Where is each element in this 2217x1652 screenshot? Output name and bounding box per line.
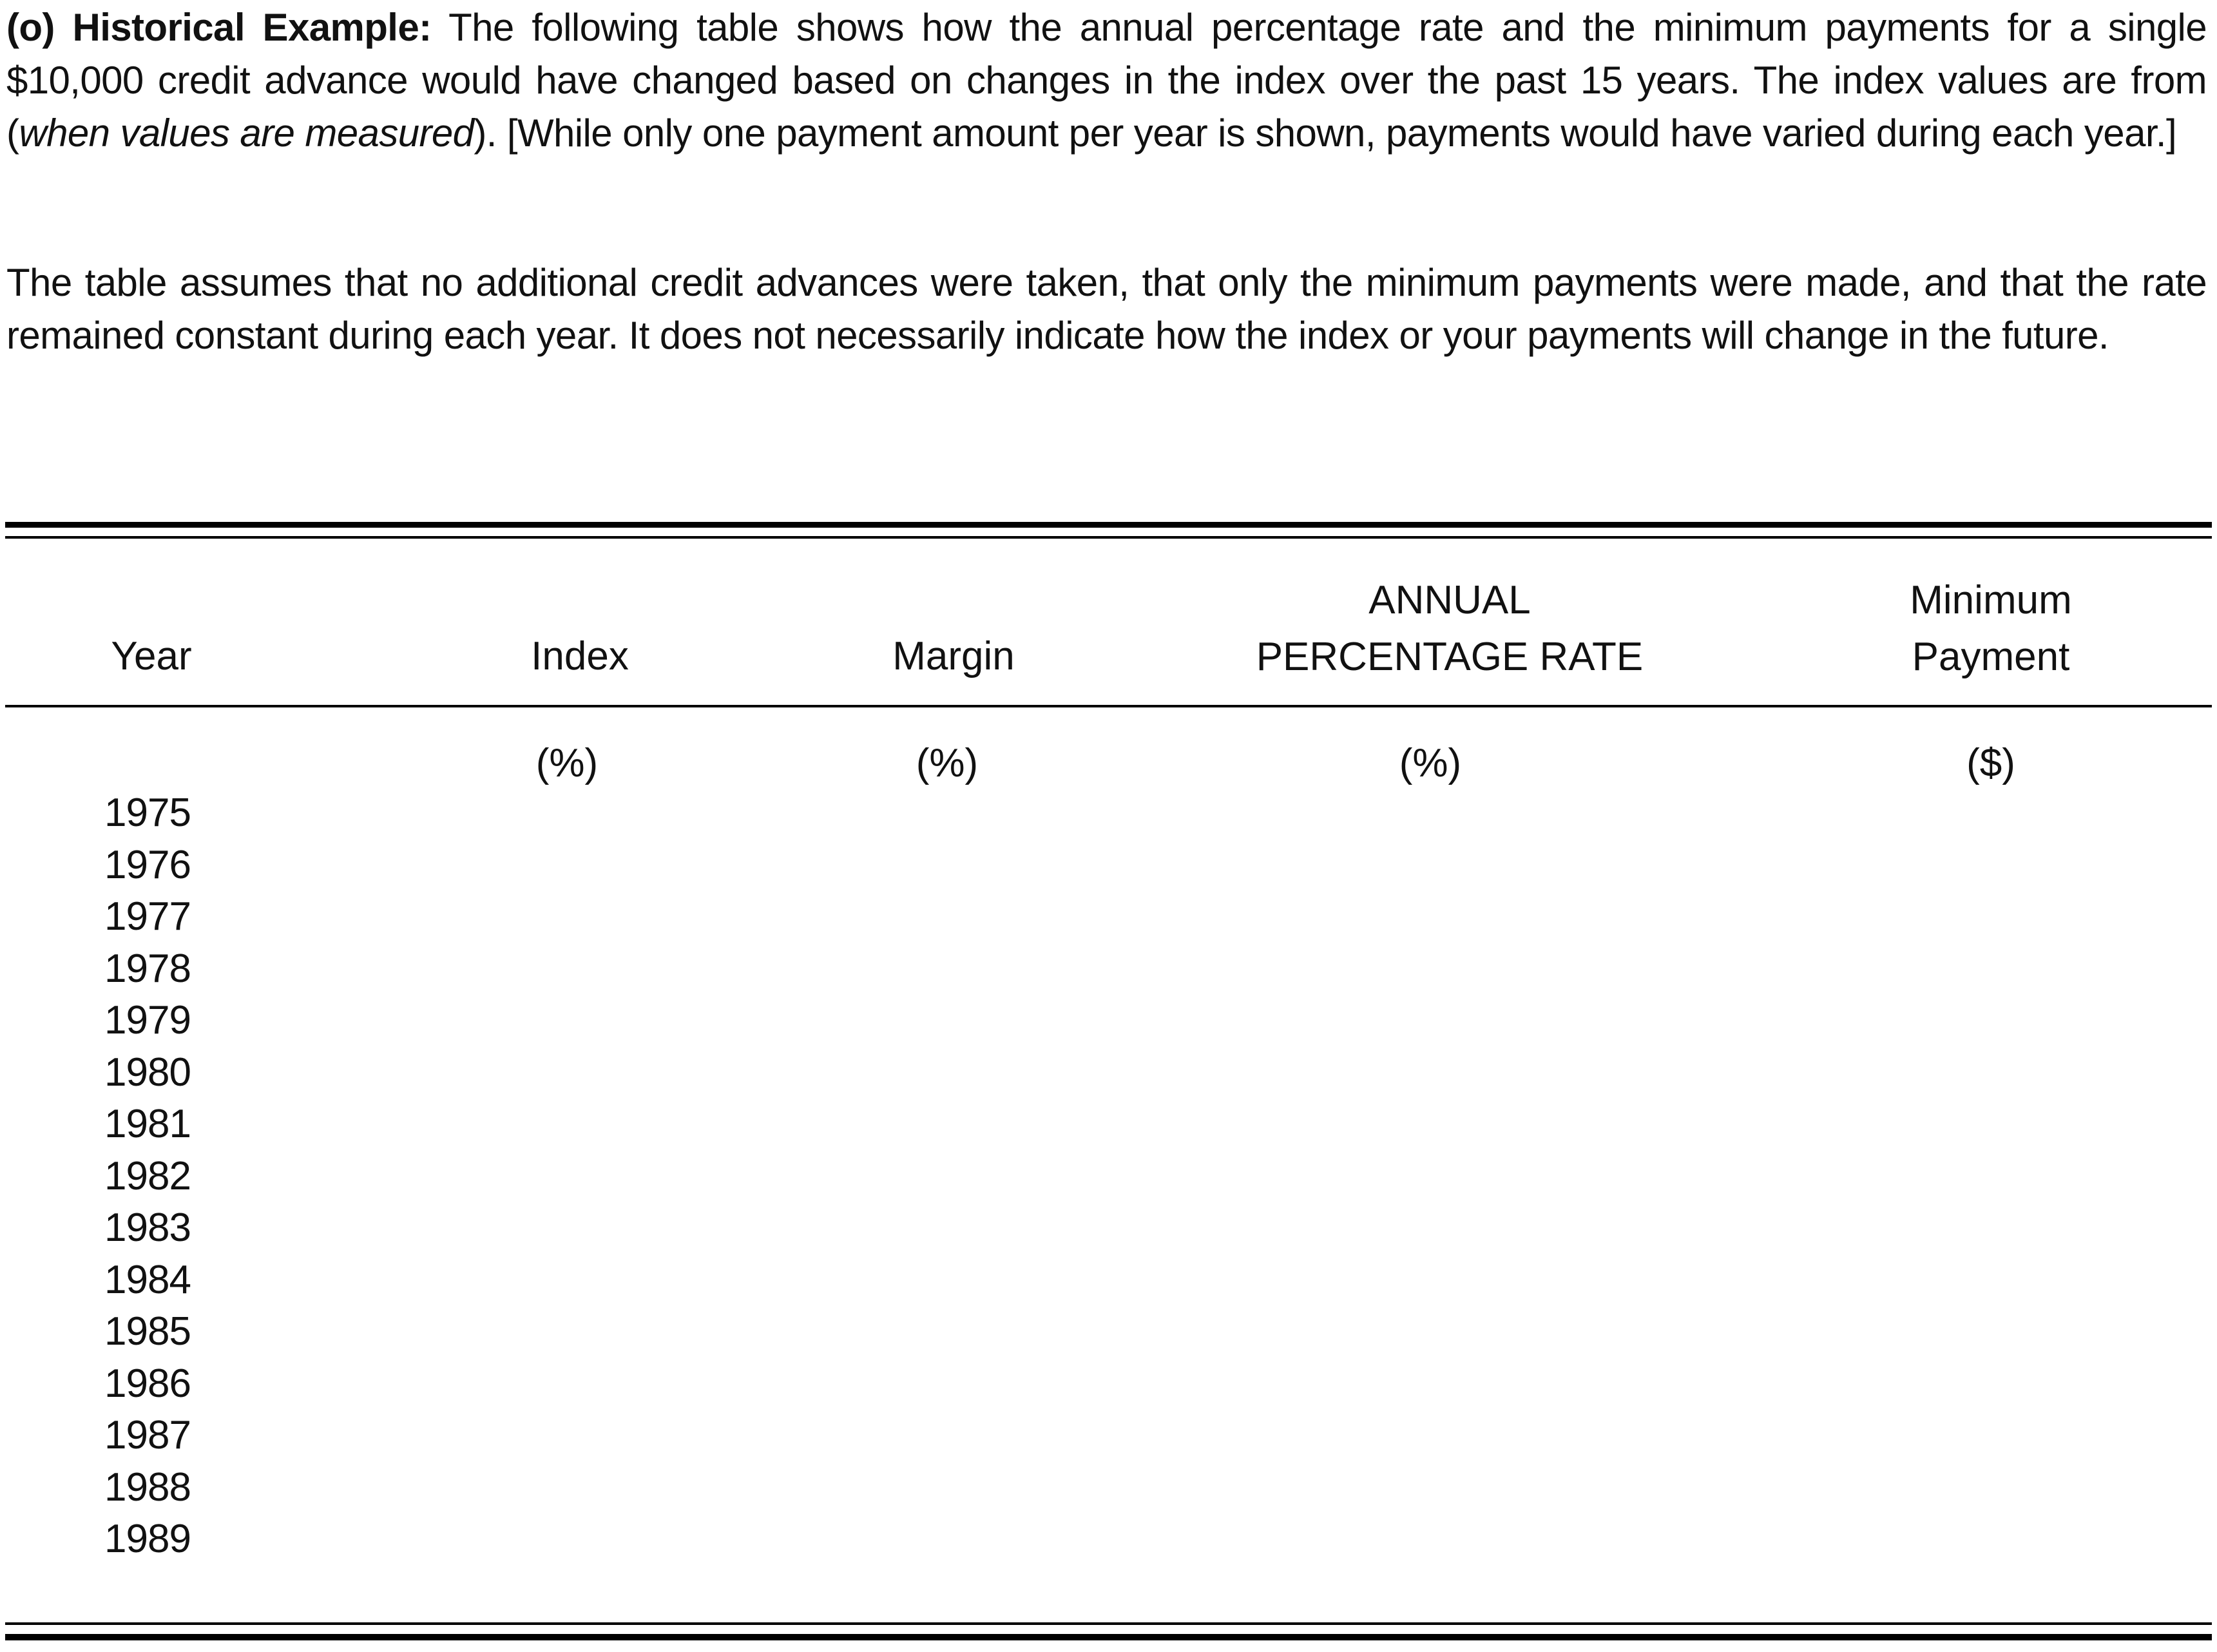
column-header-apr-line2: PERCENTAGE RATE bbox=[1256, 635, 1644, 679]
year-cell: 1984 bbox=[104, 1257, 191, 1302]
year-cell: 1987 bbox=[104, 1413, 191, 1457]
year-cell: 1980 bbox=[104, 1050, 191, 1095]
column-header-index: Index bbox=[531, 634, 629, 678]
year-cell: 1976 bbox=[104, 842, 191, 887]
year-cell: 1977 bbox=[104, 894, 191, 939]
intro-text-italic: when values are measured bbox=[19, 111, 474, 155]
year-list bbox=[104, 787, 191, 1566]
unit-apr: (%) bbox=[1399, 741, 1462, 785]
column-header-apr bbox=[1198, 572, 1701, 686]
year-cell: 1989 bbox=[104, 1517, 191, 1561]
table-top-rule-thin bbox=[5, 536, 2212, 539]
table-top-rule bbox=[5, 522, 2212, 528]
column-header-minimum-payment bbox=[1868, 572, 2113, 686]
year-cell: 1985 bbox=[104, 1309, 191, 1354]
assumptions-paragraph: The table assumes that no additional credit advances were taken, that only the minimum payments were made, and that the rate remained constant during each year. It does not necessarily indicate how the index or your payments will change in the future. bbox=[6, 261, 2207, 357]
historical-example-heading: (o) Historical Example: bbox=[6, 6, 432, 49]
intro-text-part1: The following table shows how the annual percentage rate and the minimum payments for a single $10,000 credit advance would have changed based on changes in the index over the past 15 years. The index values are from ( bbox=[6, 6, 2207, 155]
unit-margin: (%) bbox=[916, 741, 979, 785]
table-bottom-rule bbox=[5, 1634, 2212, 1640]
column-header-min-line2: Payment bbox=[1912, 635, 2070, 679]
year-cell: 1979 bbox=[104, 998, 191, 1042]
table-bottom-rule-thin bbox=[5, 1622, 2212, 1625]
header-divider-rule bbox=[5, 705, 2212, 707]
year-cell: 1982 bbox=[104, 1153, 191, 1198]
column-header-min-line1: Minimum bbox=[1910, 578, 2072, 622]
year-cell: 1983 bbox=[104, 1205, 191, 1250]
year-cell: 1975 bbox=[104, 791, 191, 835]
year-cell: 1978 bbox=[104, 946, 191, 991]
year-cell: 1988 bbox=[104, 1465, 191, 1510]
column-header-year: Year bbox=[111, 634, 192, 678]
year-cell: 1981 bbox=[104, 1102, 191, 1146]
column-header-margin: Margin bbox=[892, 634, 1015, 678]
column-header-apr-line1: ANNUAL bbox=[1368, 578, 1531, 622]
year-cell: 1986 bbox=[104, 1361, 191, 1406]
intro-text-part2: ). [While only one payment amount per year is shown, payments would have varied during each year.] bbox=[474, 111, 2177, 155]
historical-example-paragraph bbox=[6, 1, 2207, 160]
unit-minimum-payment: ($) bbox=[1966, 741, 2015, 785]
unit-index: (%) bbox=[535, 741, 599, 785]
